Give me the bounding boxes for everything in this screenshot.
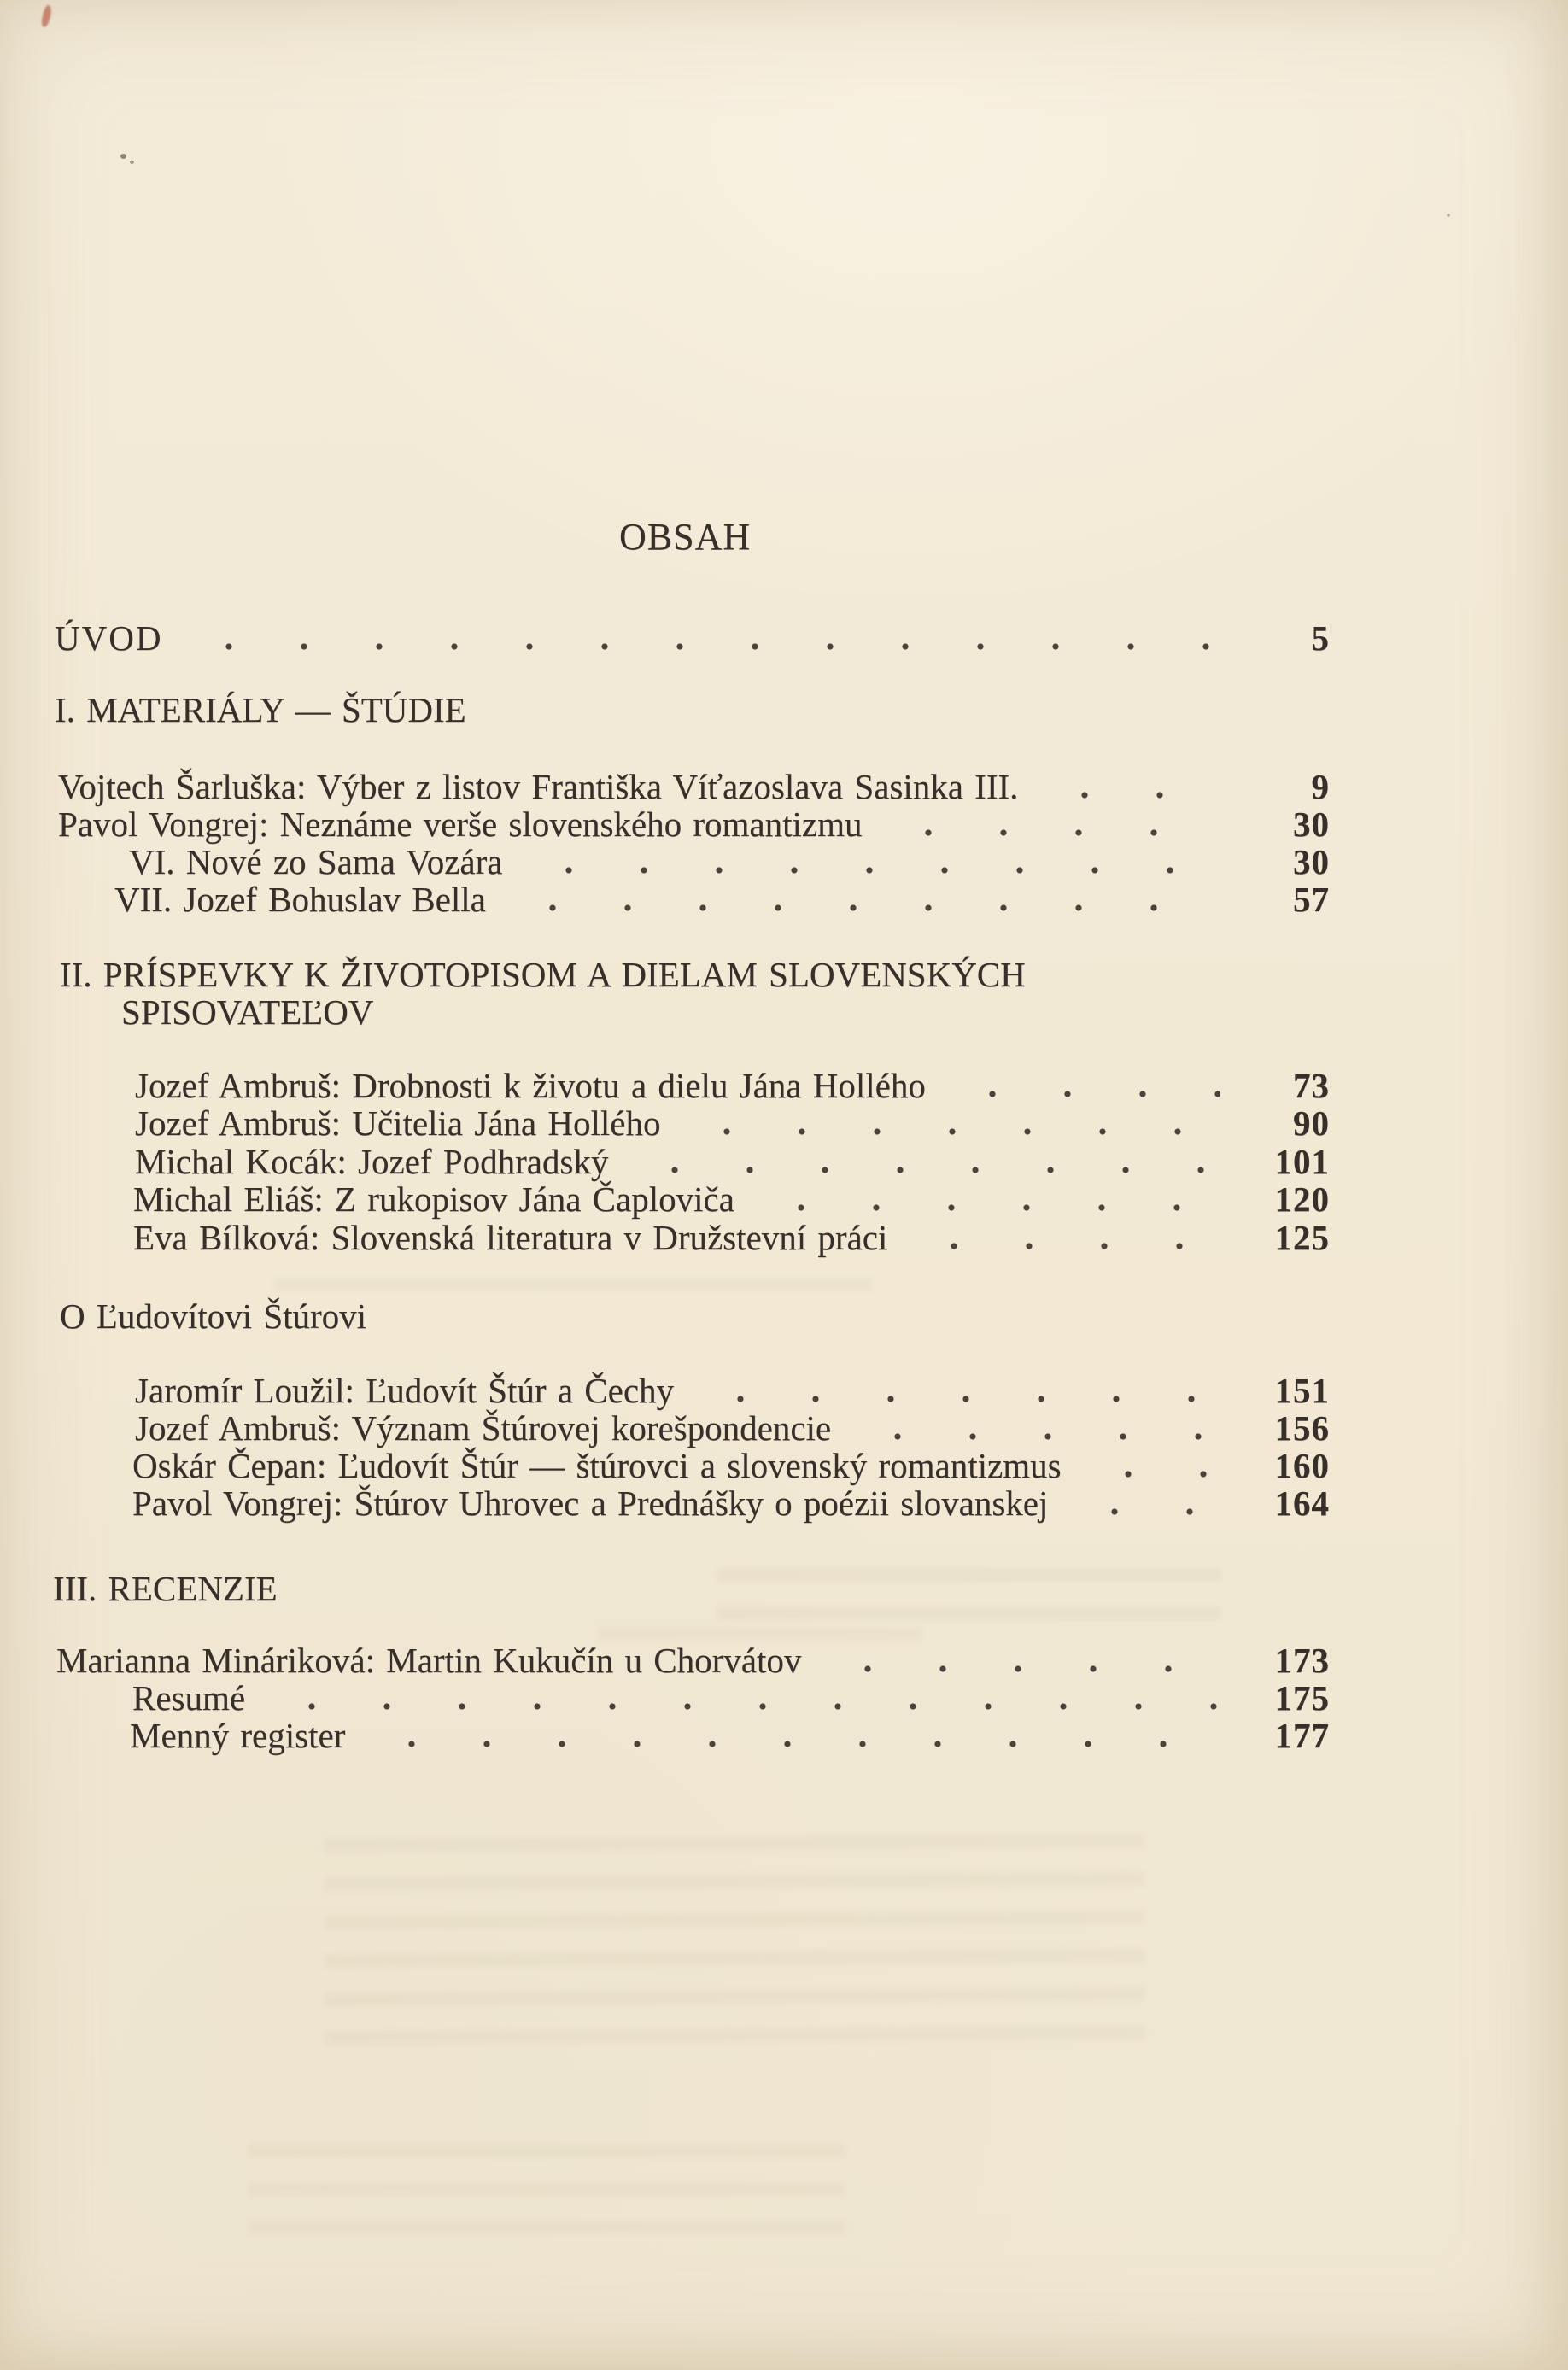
page-number: 125 bbox=[1274, 1218, 1330, 1257]
page-title: OBSAH bbox=[619, 516, 752, 558]
entry-label: Jozef Ambruš: Drobnosti k životu a dielu Jána Hollého bbox=[135, 1066, 926, 1105]
page-number: 30 bbox=[1293, 805, 1330, 844]
page-number: 156 bbox=[1274, 1408, 1330, 1448]
dot-leader bbox=[191, 643, 1220, 650]
page-number: 57 bbox=[1293, 880, 1330, 919]
toc-entry bbox=[135, 1144, 1330, 1179]
page-number: 151 bbox=[1274, 1371, 1330, 1410]
dot-leader bbox=[1047, 792, 1220, 799]
page-number: 164 bbox=[1274, 1483, 1330, 1523]
page-number: 90 bbox=[1293, 1103, 1330, 1143]
entry-label: Marianna Mináriková: Martin Kukučín u Chorvátov bbox=[56, 1641, 802, 1680]
entry-label: Resumé bbox=[132, 1678, 246, 1718]
dot-leader bbox=[830, 1665, 1220, 1672]
entry-label: Vojtech Šarluška: Výber z listov Františka Víťazoslava Sasinka III. bbox=[58, 767, 1019, 806]
paper-speck bbox=[130, 161, 134, 164]
page-number: 73 bbox=[1293, 1066, 1330, 1105]
dot-leader bbox=[860, 1433, 1220, 1440]
toc-entry bbox=[55, 618, 1330, 658]
entry-label: Michal Eliáš: Z rukopisov Jána Čaploviča bbox=[133, 1179, 734, 1219]
page-number: 177 bbox=[1274, 1716, 1330, 1755]
page-number: 120 bbox=[1274, 1179, 1330, 1219]
entry-label: Eva Bílková: Slovenská literatura v Družstevní práci bbox=[133, 1218, 888, 1257]
heading-label: II. PRÍSPEVKY K ŽIVOTOPISOM A DIELAM SLOVENSKÝCH bbox=[60, 955, 1026, 994]
toc-entry bbox=[56, 1643, 1330, 1678]
toc-subentry bbox=[130, 1718, 1330, 1753]
bleed-through-smudge bbox=[248, 2144, 845, 2255]
toc-entry bbox=[135, 1373, 1330, 1408]
toc-entry bbox=[135, 1068, 1330, 1103]
dot-leader bbox=[703, 1396, 1220, 1402]
dot-leader bbox=[689, 1128, 1220, 1135]
section-heading bbox=[60, 957, 1330, 992]
section-heading bbox=[53, 1571, 1330, 1606]
dot-leader bbox=[637, 1167, 1220, 1173]
toc-subentry bbox=[114, 882, 1330, 917]
dot-leader bbox=[531, 867, 1220, 874]
dot-leader bbox=[1091, 1471, 1220, 1478]
paper-speck bbox=[120, 154, 126, 159]
heading-label: O Ľudovítovi Štúrovi bbox=[60, 1296, 367, 1336]
paper-speck bbox=[1447, 214, 1450, 217]
entry-label: ÚVOD bbox=[55, 618, 163, 658]
toc-entry bbox=[133, 1220, 1330, 1255]
page-number: 173 bbox=[1274, 1641, 1330, 1680]
entry-label: VI. Nové zo Sama Vozára bbox=[129, 842, 503, 881]
entry-label: Pavol Vongrej: Štúrov Uhrovec a Prednášky o poézii slovanskej bbox=[132, 1483, 1049, 1523]
page-number: 5 bbox=[1311, 618, 1330, 658]
page-number: 9 bbox=[1311, 767, 1330, 806]
entry-label: VII. Jozef Bohuslav Bella bbox=[114, 880, 486, 919]
toc-entry bbox=[132, 1448, 1330, 1483]
dot-leader bbox=[274, 1703, 1220, 1710]
heading-label: III. RECENZIE bbox=[53, 1569, 278, 1608]
dot-leader bbox=[1077, 1508, 1220, 1515]
entry-label: Pavol Vongrej: Neznáme verše slovenského romantizmu bbox=[58, 805, 863, 844]
dot-leader bbox=[374, 1741, 1220, 1747]
toc-entry bbox=[133, 1179, 1330, 1219]
toc-subentry bbox=[132, 1678, 1330, 1718]
heading-label: SPISOVATEĽOV bbox=[121, 992, 374, 1032]
toc-entry bbox=[135, 1408, 1330, 1448]
toc-subentry bbox=[129, 842, 1330, 881]
entry-label: Menný register bbox=[130, 1716, 346, 1755]
dot-leader bbox=[916, 1243, 1220, 1249]
toc-entry bbox=[58, 807, 1330, 842]
toc-entry bbox=[135, 1103, 1330, 1143]
toc-entry bbox=[58, 767, 1330, 806]
dot-leader bbox=[891, 829, 1220, 836]
entry-label: Jaromír Loužil: Ľudovít Štúr a Čechy bbox=[135, 1371, 675, 1410]
section-heading bbox=[60, 1296, 1330, 1336]
bleed-through-smudge bbox=[324, 1834, 1145, 2053]
page-number: 101 bbox=[1274, 1142, 1330, 1181]
dot-leader bbox=[955, 1091, 1220, 1097]
page-number: 175 bbox=[1274, 1678, 1330, 1718]
dot-leader bbox=[515, 904, 1220, 911]
entry-label: Jozef Ambruš: Význam Štúrovej korešpondencie bbox=[135, 1408, 832, 1448]
entry-label: Jozef Ambruš: Učitelia Jána Hollého bbox=[135, 1103, 661, 1143]
section-heading-line2 bbox=[121, 992, 1330, 1032]
heading-label: I. MATERIÁLY — ŠTÚDIE bbox=[55, 690, 466, 729]
dot-leader bbox=[764, 1204, 1220, 1211]
toc-entry bbox=[132, 1483, 1330, 1523]
section-heading bbox=[55, 690, 1330, 729]
page-number: 30 bbox=[1293, 842, 1330, 881]
entry-label: Michal Kocák: Jozef Podhradský bbox=[135, 1142, 609, 1181]
entry-label: Oskár Čepan: Ľudovít Štúr — štúrovci a slovenský romantizmus bbox=[132, 1446, 1062, 1485]
page-number: 160 bbox=[1274, 1446, 1330, 1485]
red-ink-mark bbox=[40, 4, 53, 27]
